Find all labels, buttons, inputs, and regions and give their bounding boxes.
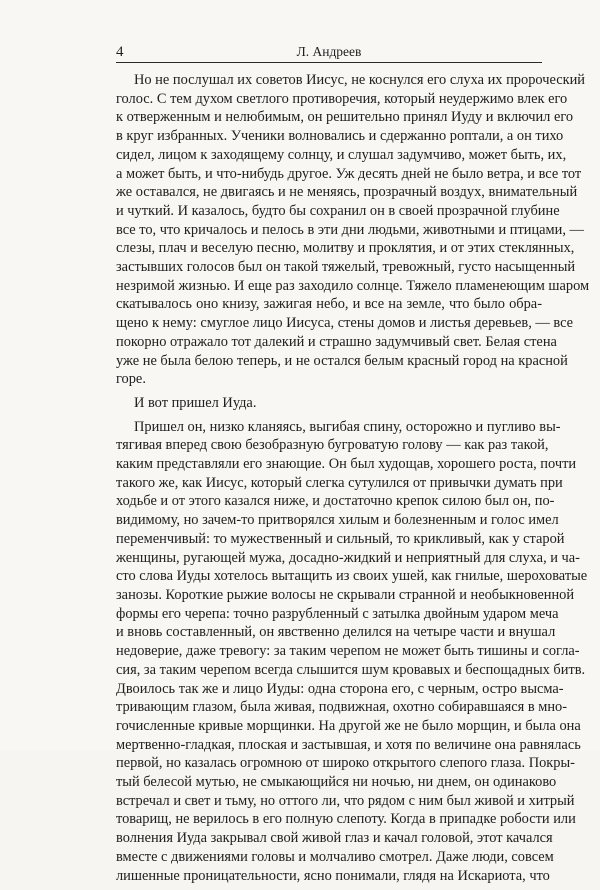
text-line: видимому, но зачем-то притворялся хилым и болезненным и голос имел [116,512,559,529]
text-line: застывших голосов был он такой тяжелый, тревожный, густо насыщенный [116,259,576,276]
text-line: занозы. Короткие рыжие волосы не скрывали странной и необыкновенной [116,586,575,603]
page-number: 4 [116,44,124,60]
body-text [116,71,590,890]
text-line: уже не была белою теперь, и не остался белым красный город на красной [116,352,568,369]
text-line: лишенные проницательности, ясно понимали, глядя на Искариота, что [116,867,550,884]
text-line: сто слова Иуды хотелось вытащить из своих ушей, как гнилые, шероховатые [116,568,588,585]
text-line: сия, за таким черепом всегда слышится шум кровавых и беспощадных битв. [116,661,586,678]
text-line: а может быть, и что-нибудь другое. Уж десять дней не было ветра, и все тот [116,165,582,182]
text-line: мертвенно-гладкая, плоская и застывшая, и хотя по величине она равнялась [116,736,581,753]
text-line: такого же, как Иисус, который слегка сутулился от привычки думать при [116,474,563,491]
text-line: гочисленные кривые морщинки. На другой же не было морщин, и была она [116,717,581,734]
text-line: слезы, плач и веселую песню, молитву и проклятия, и от этих стеклянных, [116,240,575,257]
text-line: женщины, ругающей мужа, досадно-жидкий и неприятный для слуха, и ча- [116,549,580,566]
text-line: и чуткий. И казалось, будто бы сохранил он в своей прозрачной глубине [116,202,560,219]
text-line: к отверженным и нелюбимым, он решительно принял Иуду и включил его [116,109,574,126]
text-line: тягивая вперед свою безобразную бугроватую голову — как раз такой, [116,437,549,454]
running-header [116,44,542,63]
text-line: и вновь составленный, он явственно делился на четыре части и внушал [116,624,556,641]
text-line: Но не послушал их советов Иисус, не коснулся его слуха их пророческий [134,72,585,88]
paragraph-2 [116,394,542,413]
text-line: незримой жизнью. И еще раз заходило солнце. Тяжело пламенеющим шаром [116,277,590,294]
text-line: Пришел он, низко кланяясь, выгибая спину, осторожно и пугливо вы- [134,418,561,435]
paragraph-3 [116,418,588,886]
text-line: переменчивый: то мужественный и сильный, то крикливый, как у старой [116,530,565,547]
text-line: все то, что кричалось и пелось в эти дни людьми, животными и птицами, — [116,221,584,238]
text-line: каким представляли его знающие. Он был худощав, хорошего роста, почти [116,456,577,473]
text-line: тривающим глазом, была живая, подвижная, охотно собиравшаяся в мно- [116,699,568,716]
text-line: же оставался, не двигаясь и не меняясь, прозрачный воздух, внимательный [116,184,578,201]
running-title: Л. Андреев [296,44,362,59]
text-line: ходьбе и от этого казался ниже, и достаточно крепок силою был он, по- [116,493,555,510]
text-line: И вот пришел Иуда. [134,394,257,411]
text-line: Двоилось так же и лицо Иуды: одна сторона его, с черным, остро высма- [116,680,564,697]
text-line: формы его черепа: точно разрубленный с затылка двойным ударом меча [116,605,559,622]
text-line: голос. С тем духом светлого противоречия, который неудержимо влек его [116,90,568,107]
text-line: в круг избранных. Ученики волновались и сдержанно роптали, а он тихо [116,128,564,145]
text-line: волнения Иуда закрывал свой живой глаз и качал головой, этот качался [116,830,553,847]
text-line: скатывалось оно книзу, зажигая небо, и все на земле, что было обра- [116,296,542,313]
text-line: встречал и свет и тьму, но оттого ли, что рядом с ним был живой и хитрый [116,792,575,809]
text-line: вместе с движениями головы и молчаливо смотрел. Даже люди, совсем [116,848,554,865]
text-line: горе. [116,371,146,388]
text-line: первой, но казалась огромною от широко открытого слепого глаза. Покры- [116,755,575,772]
text-line: покорно отражало тот далекий и страшно задумчивый свет. Белая стена [116,333,557,350]
paragraph-1 [116,71,590,389]
text-line: щено к нему: смуглое лицо Иисуса, стены домов и листья деревьев, — все [116,315,574,332]
text-line: товарищ, не верилось в его полную слепоту. Когда в припадке робости или [116,811,576,828]
text-line: тый белесой мутью, не смыкающийся ни ночью, ни днем, он одинаково [116,774,557,791]
text-line: недоверие, даже тревогу: за таким черепом не может быть тишины и согла- [116,643,580,660]
text-line: сидел, лицом к заходящему солнцу, и слушал задумчиво, может быть, их, [116,146,567,163]
